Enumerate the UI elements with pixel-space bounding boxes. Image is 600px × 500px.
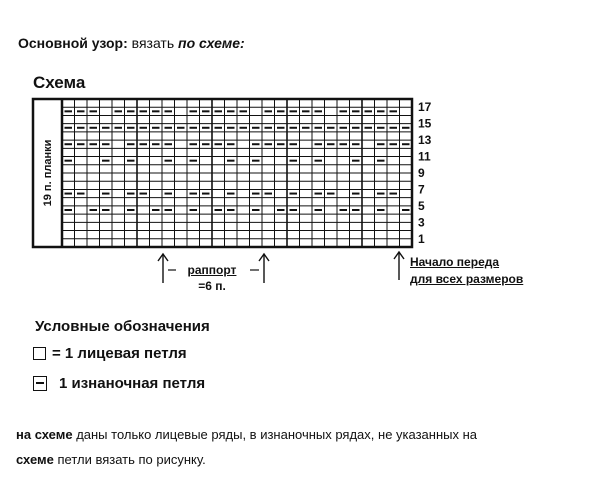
note-line-1-bold: на схеме xyxy=(16,427,73,442)
legend-purl-label: 1 изнаночная петля xyxy=(59,375,206,392)
note-line-1-text: даны только лицевые ряды, в изнаночных рядах, не указанных на xyxy=(72,427,478,442)
start-label-line1: Начало переда xyxy=(410,255,500,269)
start-label xyxy=(410,254,523,288)
legend-knit xyxy=(33,345,187,362)
row-number: 17 xyxy=(418,100,432,115)
row-number: 11 xyxy=(418,149,431,164)
legend-title: Условные обозначения xyxy=(35,318,210,335)
intro-action: вязать xyxy=(127,35,179,51)
row-number: 7 xyxy=(418,182,425,197)
legend-knit-label: = 1 лицевая петля xyxy=(52,345,187,362)
repeat-label-line1: раппорт xyxy=(187,263,237,277)
note-line-2-bold: схеме xyxy=(16,452,54,467)
repeat-label xyxy=(172,262,252,294)
note-line-2-text: петли вязать по рисунку. xyxy=(53,452,206,467)
row-number: 3 xyxy=(418,215,425,230)
legend-purl xyxy=(33,375,205,392)
row-number: 5 xyxy=(418,198,425,213)
intro-label: Основной узор: xyxy=(18,35,128,51)
start-label-line2: для всех размеров xyxy=(410,272,524,286)
note-line-1 xyxy=(16,427,477,442)
planka-label: 19 п. планки xyxy=(42,139,54,207)
row-number: 1 xyxy=(418,231,425,246)
purl-stitch-icon xyxy=(33,376,47,391)
knit-stitch-icon xyxy=(33,347,46,360)
row-number: 9 xyxy=(418,166,425,180)
note-line-2 xyxy=(16,452,206,467)
scheme-title: Схема xyxy=(33,73,86,92)
repeat-label-line2: =6 п. xyxy=(198,279,226,293)
intro-emphasis: по схеме: xyxy=(178,35,245,51)
row-number: 13 xyxy=(418,133,432,148)
row-number: 15 xyxy=(418,116,432,131)
